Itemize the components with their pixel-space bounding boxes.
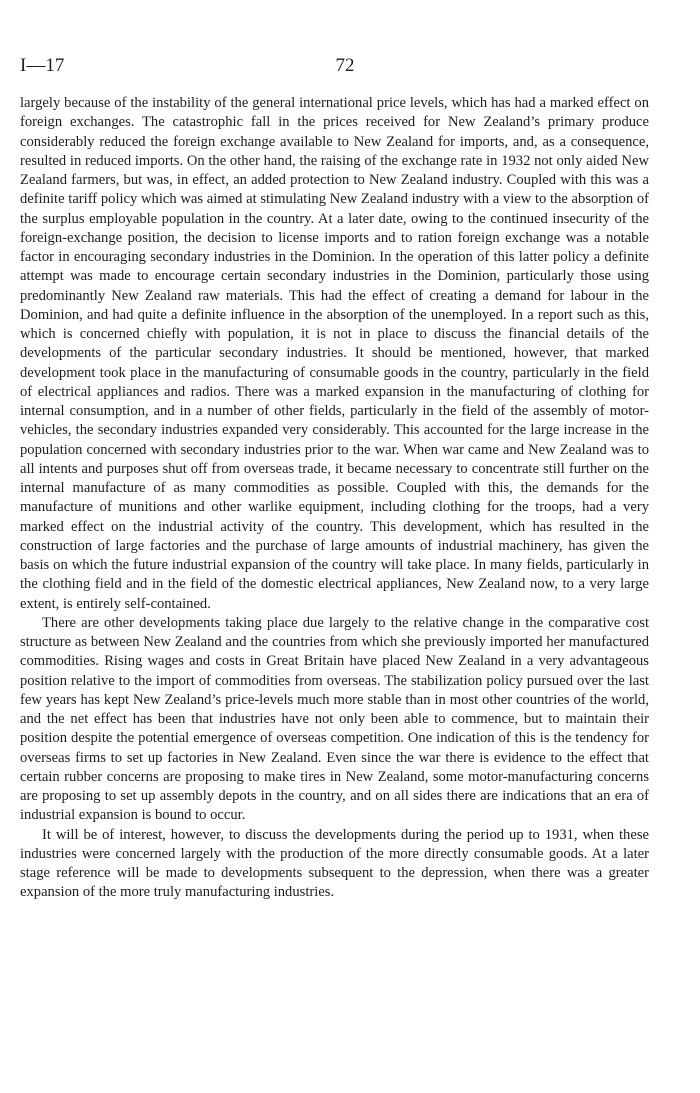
paragraph-continued: largely because of the instability of the general international price levels, which has had a marked effect on foreign exchanges. The catastrophic fall in the prices received for New Zealand’s primary produce considerably reduced the foreign exchange available to New Zealand for imports, and, as a consequence, resulted in reduced imports. On the other hand, the raising of the exchange rate in 1932 not only aided New Zealand farmers, but was, in effect, an added protection to New Zealand industry. Coupled with this was a definite tariff policy which was aimed at stimulating New Zealand industry with a view to the absorption of the surplus employable population in the country. At a later date, owing to the continued insecurity of the foreign-exchange position, the decision to license imports and to ration foreign exchange was a notable factor in encouraging secondary industries in the Dominion. In the operation of this latter policy a definite attempt was made to encourage certain secondary industries in the Dominion, particularly those using predominantly New Zealand raw materials. This had the effect of creating a demand for labour in the Dominion, and had quite a definite influence in the absorption of the unemployed. In a report such as this, which is concerned chiefly with population, it is not in place to discuss the financial details of the developments of the particular secondary industries. It should be mentioned, however, that marked development took place in the manufacturing of consumable goods in the country, particularly in the field of electrical appliances and radios. There was a marked expansion in the manufacturing of clothing for internal consumption, and in a number of other fields, particularly in the field of the assembly of motor-vehicles, the secondary industries expanded very considerably. This accounted for the large increase in the population concerned with secondary industries prior to the war. When war came and New Zealand was to all intents and purposes shut off from overseas trade, it became necessary to concentrate still further on the internal manufacture of as many commodities as possible. Coupled with this, the demands for the manufacture of munitions and other warlike equipment, including clothing for the troops, had a very marked effect on the industrial activity of the country. This development, which has resulted in the construction of large factories and the purchase of large amounts of industrial machinery, has given the basis on which the future industrial expansion of the country will take place. In many fields, particularly in the clothing field and in the field of the domestic electrical appliances, New Zealand now, to a very large extent, is entirely self-contained. [20,95,649,612]
page-number: 72 [335,55,355,76]
page-header [20,54,670,78]
document-reference: I—17 [20,55,65,76]
paragraph: There are other developments taking place due largely to the relative change in the comparative cost structure as between New Zealand and the countries from which she previously imported her manufactured commodities. Rising wages and costs in Great Britain have placed New Zealand in a very advantageous position relative to the import of commodities from overseas. The stabilization policy pursued over the last few years has kept New Zealand’s price-levels much more stable than in most other countries of the world, and the net effect has been that industries have not only been able to commence, but to maintain their position despite the potential emergence of overseas competition. One indication of this is the tendency for overseas firms to set up factories in New Zealand. Even since the war there is evidence to the effect that certain rubber concerns are proposing to make tires in New Zealand, some motor-manufacturing concerns are proposing to set up assembly depots in the country, and on all sides there are indications that an era of industrial expansion is bound to occur. [20,614,649,824]
paragraph: It will be of interest, however, to discuss the developments during the period up to 1931, when these industries were concerned largely with the production of the more directly consumable goods. At a later stage reference will be made to developments subsequent to the depression, when there was a greater expansion of the more truly manufacturing industries. [20,826,649,901]
body-text [20,94,649,903]
